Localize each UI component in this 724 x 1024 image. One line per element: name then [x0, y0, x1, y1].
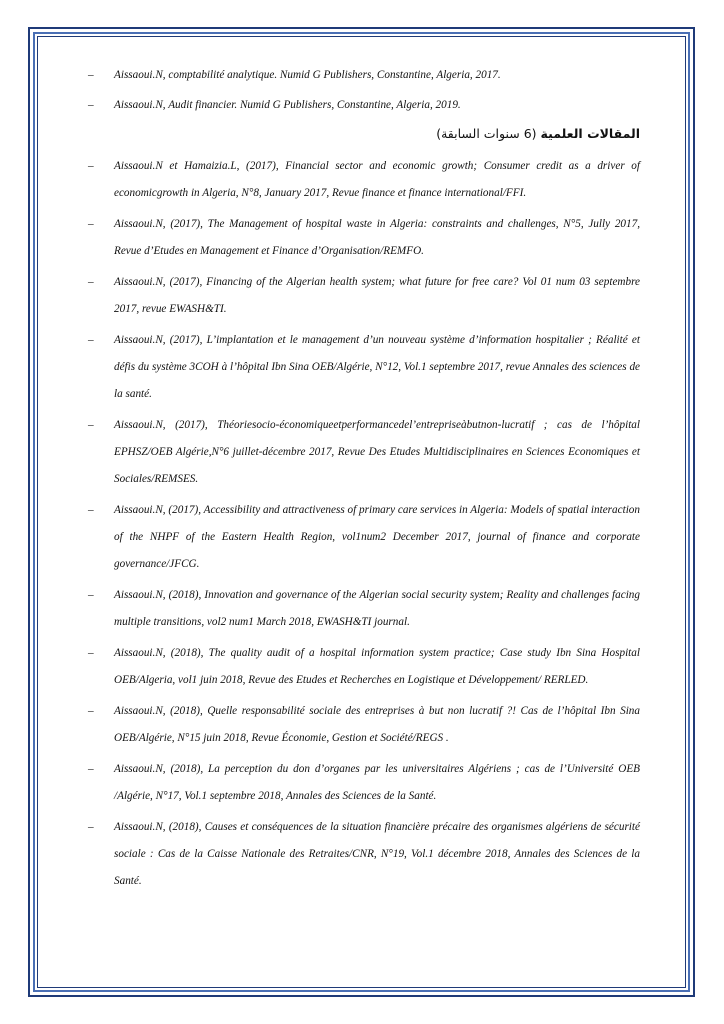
bullet-dash: –: [88, 763, 94, 775]
publication-entry: [88, 412, 640, 493]
book-entry: [88, 92, 640, 119]
bullet-dash: –: [88, 334, 94, 346]
publication-text: Aissaoui.N, (2017), Accessibility and attractiveness of primary care services in Algeria: Models of spatial interaction of the NHPF of the Eastern Health Region, vol1num2 December 2017, journal of finance and corporate governance/JFCG.: [114, 504, 640, 570]
publication-entry: [88, 582, 640, 636]
publication-text: Aissaoui.N, (2017), The Management of hospital waste in Algeria: constraints and challenges, N°5, Jully 2017, Revue d’Etudes en Management et Finance d’Organisation/REMFO.: [114, 218, 640, 257]
publication-text: Aissaoui.N, (2017), L’implantation et le management d’un nouveau système d’information hospitalier ; Réalité et défis du système 3COH à l’hôpital Ibn Sina OEB/Algérie, N°12, Vol.1 septembre 2017, revue Annales des sciences de la santé.: [114, 334, 640, 400]
section-heading-title: المقالات العلمية: [540, 126, 640, 141]
publication-text: Aissaoui.N et Hamaizia.L, (2017), Financial sector and economic growth; Consumer credit as a driver of economicgrowth in Algeria, N°8, January 2017, Revue finance et finance international/FFI.: [114, 160, 640, 199]
publication-entry: [88, 814, 640, 895]
publication-text: Aissaoui.N, (2018), The quality audit of a hospital information system practice; Case study Ibn Sina Hospital OEB/Algeria, vol1 juin 2018, Revue des Etudes et Recherches en Logistique et Développement/ RERLED.: [114, 647, 640, 686]
publication-entry: [88, 327, 640, 408]
bullet-dash: –: [88, 705, 94, 717]
publication-entry: [88, 756, 640, 810]
bullet-dash: –: [88, 160, 94, 172]
publication-text: Aissaoui.N, (2017), Financing of the Algerian health system; what future for free care? Vol 01 num 03 septembre 2017, revue EWASH&TI.: [114, 276, 640, 315]
bullet-dash: –: [88, 419, 94, 431]
publication-text: Aissaoui.N, (2018), La perception du don d’organes par les universitaires Algériens ; cas de l’Université OEB /Algérie, N°17, Vol.1 septembre 2018, Annales des Sciences de la Santé.: [114, 763, 640, 802]
publication-entry: [88, 497, 640, 578]
document-body: [88, 62, 640, 899]
publication-entry: [88, 211, 640, 265]
bullet-dash: –: [88, 504, 94, 516]
bullet-dash: –: [88, 218, 94, 230]
publication-text: Aissaoui.N, (2018), Quelle responsabilité sociale des entreprises à but non lucratif ?! Cas de l’hôpital Ibn Sina OEB/Algérie, N°15 juin 2018, Revue Économie, Gestion et Société/REGS .: [114, 705, 640, 744]
publication-text: Aissaoui.N, (2017), Théoriesocio-économiqueetperformancedel’entrepriseàbutnon-lucratif ; cas de l’hôpital EPHSZ/OEB Algérie,N°6 juillet-décembre 2017, Revue Des Etudes Multidisciplinaires en Sciences Economiques et Sociales/REMSES.: [114, 419, 640, 485]
publication-entry: [88, 153, 640, 207]
bullet-dash: –: [88, 276, 94, 288]
bullet-dash: –: [88, 647, 94, 659]
bullet-dash: –: [88, 821, 94, 833]
book-entry: [88, 62, 640, 89]
book-text: Aissaoui.N, comptabilité analytique. Numid G Publishers, Constantine, Algeria, 2017.: [114, 69, 501, 81]
section-heading-scientific-articles: [88, 123, 640, 145]
publication-text: Aissaoui.N, (2018), Causes et conséquences de la situation financière précaire des organismes algériens de sécurité sociale : Cas de la Caisse Nationale des Retraites/CNR, N°19, Vol.1 décembre 2018, Annales des Sciences de la Santé.: [114, 821, 640, 887]
publication-entry: [88, 269, 640, 323]
publication-text: Aissaoui.N, (2018), Innovation and governance of the Algerian social security system; Reality and challenges facing multiple transitions, vol2 num1 March 2018, EWASH&TI journal.: [114, 589, 640, 628]
publication-entry: [88, 640, 640, 694]
bullet-dash: –: [88, 69, 94, 81]
book-text: Aissaoui.N, Audit financier. Numid G Publishers, Constantine, Algeria, 2019.: [114, 99, 461, 111]
bullet-dash: –: [88, 99, 94, 111]
publication-entry: [88, 698, 640, 752]
bullet-dash: –: [88, 589, 94, 601]
section-heading-subtitle: (6 سنوات السابقة): [436, 126, 541, 141]
